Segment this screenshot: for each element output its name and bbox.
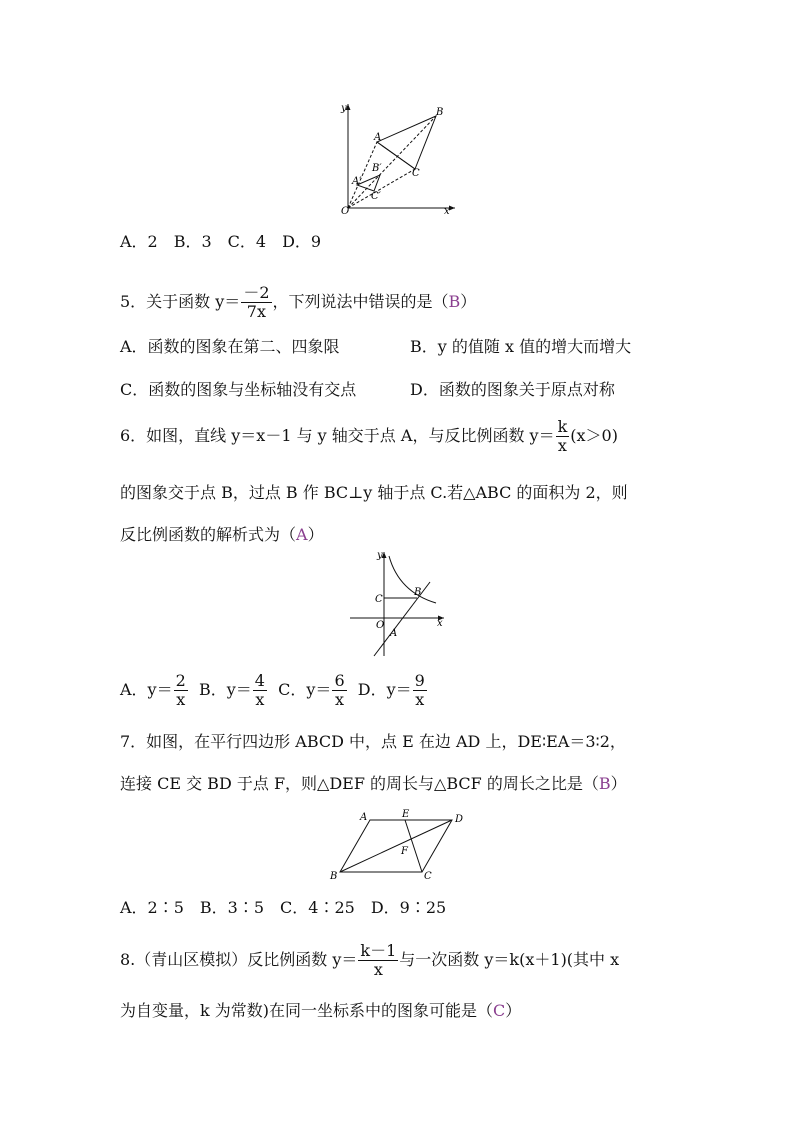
q5-stem: 5．关于函数 y＝ $\frac{-2}{7x}$ ，下列说法中错误的是（B） xyxy=(120,283,477,321)
q8-stem-line2: 为自变量，k 为常数)在同一坐标系中的图象可能是（C） xyxy=(120,1001,522,1020)
fig2-label-c: C xyxy=(375,594,383,605)
fig3-label-e: E xyxy=(402,809,410,820)
q6-answer: A xyxy=(296,525,308,544)
q5-opt-d: D．函数的图象关于原点对称 xyxy=(410,380,615,399)
q8-answer: C xyxy=(493,1001,506,1020)
q6-option-d: D．y＝ $\frac{9}{x}$ xyxy=(357,671,425,709)
fig2-label-y: y xyxy=(377,550,383,561)
figure-parallelogram xyxy=(322,806,472,886)
fig2-label-b: B xyxy=(414,587,422,598)
fig3-label-b: B xyxy=(330,871,338,882)
q6-stem-line3: 反比例函数的解析式为（A） xyxy=(120,525,324,544)
fig1-label-a: A xyxy=(374,132,382,143)
fig1-label-b: B xyxy=(436,107,444,118)
fig3-label-a: A xyxy=(360,812,368,823)
q6-stem-line1: 6．如图，直线 y＝x－1 与 y 轴交于点 A，与反比例函数 y＝ $\frac{k}{x}$ (x＞0) xyxy=(120,417,618,455)
q7-stem-line2: 连接 CE 交 BD 于点 F，则△DEF 的周长与△BCF 的周长之比是（B） xyxy=(120,774,627,793)
q8-fraction: $\frac{k-1}{x}$ xyxy=(360,941,397,979)
fig1-label-o: O xyxy=(341,206,350,216)
figure-similar-triangles xyxy=(330,98,465,216)
fig1-label-c-prime: C′ xyxy=(371,191,381,202)
figure-line-hyperbola xyxy=(344,548,449,658)
q8-stem-line1: 8.（青山区模拟）反比例函数 y＝ $\frac{k-1}{x}$ 与一次函数 y＝k(x＋1)(其中 x xyxy=(120,941,620,979)
fig2-label-a: A xyxy=(390,628,398,639)
fig1-label-c: C xyxy=(412,168,420,179)
fig3-label-f: F xyxy=(401,846,408,857)
fig2-label-x: x xyxy=(437,618,443,629)
fig1-label-b-prime: B′ xyxy=(372,163,382,174)
q7-answer: B xyxy=(598,774,611,793)
q6-fraction: $\frac{k}{x}$ xyxy=(557,417,568,455)
q5-opt-c: C．函数的图象与坐标轴没有交点 xyxy=(120,380,357,399)
fig3-label-d: D xyxy=(455,814,464,825)
q5-opt-a: A．函数的图象在第二、四象限 xyxy=(120,337,340,356)
q7-stem-line1: 7．如图，在平行四边形 ABCD 中，点 E 在边 AD 上，DE∶EA＝3∶2， xyxy=(120,732,626,751)
q4-options: A．2 B．3 C．4 D．9 xyxy=(120,232,322,251)
q6-option-a: A．y＝ $\frac{2}{x}$ xyxy=(120,671,186,709)
q6-option-b: B．y＝ $\frac{4}{x}$ xyxy=(198,671,265,709)
fig1-label-x: x xyxy=(444,206,450,216)
q5-fraction: $\frac{-2}{7x}$ xyxy=(243,283,270,321)
fig1-label-a-prime: A′ xyxy=(352,176,362,187)
q5-answer: B xyxy=(448,292,461,311)
q5-prefix: 5．关于函数 y＝ xyxy=(120,292,241,311)
q6-options xyxy=(120,668,428,712)
q7-options: A．2∶5 B．3∶5 C．4∶25 D．9∶25 xyxy=(120,898,447,917)
fig1-label-y: y xyxy=(341,103,347,114)
fig2-label-o: O xyxy=(376,620,385,631)
fig3-label-c: C xyxy=(424,871,432,882)
q5-opt-b: B．y 的值随 x 值的增大而增大 xyxy=(410,337,632,356)
q6-option-c: C．y＝ $\frac{6}{x}$ xyxy=(278,671,345,709)
q6-stem-line2: 的图象交于点 B，过点 B 作 BC⊥y 轴于点 C.若△ABC 的面积为 2，则 xyxy=(120,483,628,502)
